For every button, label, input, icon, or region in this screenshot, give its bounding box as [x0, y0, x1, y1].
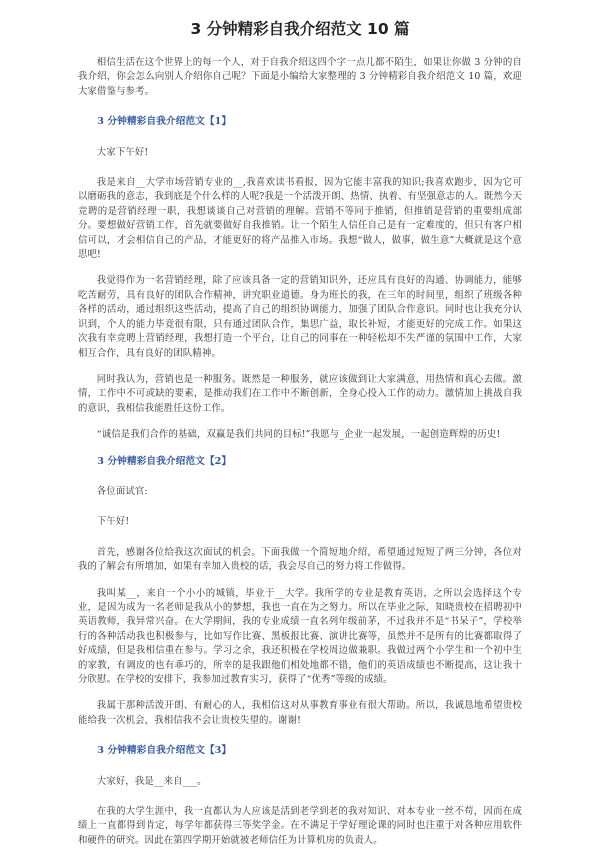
paragraph: 各位面试官: — [96, 485, 148, 497]
section-heading-2: 3 分钟精彩自我介绍范文【2】 — [97, 455, 232, 467]
paragraph: 我叫某__，来自一个小小的城镇，毕业于__大学。我所学的专业是教育英语，之所以会选择这个专业，是因为成为一名老师是我从小的梦想，我也一直在为之努力。所以在毕业之际，知晓贵校在招聘初中英语教师，我异常兴奋。在大学期间，我的专业成绩一直名列年级前茅，不过我并不是“书呆子”，学校举行的各种活动我也积极参与，比如写作比赛、黑板报比赛、演讲比赛等，虽然并不是所有的比赛都取得了好成绩，但是我相信重在参与。学习之余，我还积极在学校周边做兼职。我做过两个小学生和一个初中生的家教，有调皮的也有乖巧的，所幸的是我跟他们相处地都不错，他们的英语成绩也不断提高，这让我十分欣慰。在学校的安排下，我参加过教育实习，获得了“优秀”等级的成绩。 — [78, 587, 522, 685]
paragraph: 在我的大学生涯中，我一直都认为人应该是活到老学到老的我对知识、对本专业一丝不苟，因而在成绩上一直都得到肯定，每学年都获得三等奖学金。在不满足于学好理论课的同时也注重于对各种应用软件和硬件的研究。因此在第四学期开始就被老师信任为计算机房的负责人。 — [78, 806, 522, 846]
paragraph: 大家好，我是__来自___。 — [96, 775, 207, 787]
paragraph: 大家下午好! — [96, 146, 149, 158]
intro-paragraph: 相信生活在这个世界上的每一个人，对于自我介绍这四个字一点儿都不陌生，如果让你做 3 分钟的自我介绍，你会怎么向别人介绍你自己呢？下面是小编给大家整理的 3 分钟精彩自我介绍范文 10 篇，欢迎大家借鉴与参考。 — [78, 57, 522, 97]
paragraph: 我觉得作为一名营销经理，除了应该具备一定的营销知识外，还应具有良好的沟通、协调能力，能够吃苦耐劳，具有良好的团队合作精神，讲究职业道德。身为班长的我，在三年的时间里，组织了班级各种各样的活动，通过组织这些活动，提高了自己的组织协调能力，加强了团队合作意识。同时也让我充分认识到，个人的能力毕竟很有限，只有通过团队合作，集思广益，取长补短，才能更好的完成工作。如果这次我有幸竞聘上营销经理，我想打造一个平台，让自己的同事在一种轻松却不失严谨的氛围中工作，大家相互合作，具有良好的团队精神。 — [78, 275, 522, 359]
paragraph: “诚信是我们合作的基础，双赢是我们共同的目标!”我愿与_企业一起发展，一起创造辉煌的历史! — [96, 429, 501, 441]
section-heading-3: 3 分钟精彩自我介绍范文【3】 — [97, 745, 232, 757]
paragraph: 我是来自__大学市场营销专业的__,我喜欢读书看报，因为它能丰富我的知识;我喜欢跑步，因为它可以磨砺我的意志，我到底是个什么样的人呢?我是一个活泼开朗、热情、执着、有坚强意志的人。既然今天竞聘的是营销经理一职，我想谈谈自己对营销的理解。营销不等同于推销，但推销是营销的重要组成部分。要想做好营销工作，首先就要做好自我推销。让一个陌生人信任自己是有一定难度的，但只有客户相信可以，才会相信自己的产品，才能更好的将产品推入市场。我想“做人，做事，做生意”大概就是这个意思吧! — [78, 177, 522, 261]
document-title: 3 分钟精彩自我介绍范文 10 篇 — [190, 20, 410, 38]
section-heading-1: 3 分钟精彩自我介绍范文【1】 — [97, 116, 232, 128]
paragraph: 下午好! — [96, 516, 130, 528]
paragraph: 同时我认为，营销也是一种服务。既然是一种服务，就应该做到让大家满意，用热情和真心去做。激情，工作中不可或缺的要素，是推动我们在工作中不断创新，全身心投入工作的动力。激情加上挑战自我的意识，我相信我能胜任这份工作。 — [78, 373, 522, 414]
paragraph: 首先，感谢各位给我这次面试的机会。下面我做一个简短地介绍，希望通过短短了两三分钟，各位对我的了解会有所增加，如果有幸加入贵校的话，我会尽自己的努力将工作做得。 — [78, 546, 522, 573]
paragraph: 我属于那种活泼开朗、有耐心的人，我相信这对从事教育事业有很大帮助。所以，我诚恳地希望贵校能给我一次机会，我相信我不会让贵校失望的。谢谢! — [78, 700, 522, 726]
